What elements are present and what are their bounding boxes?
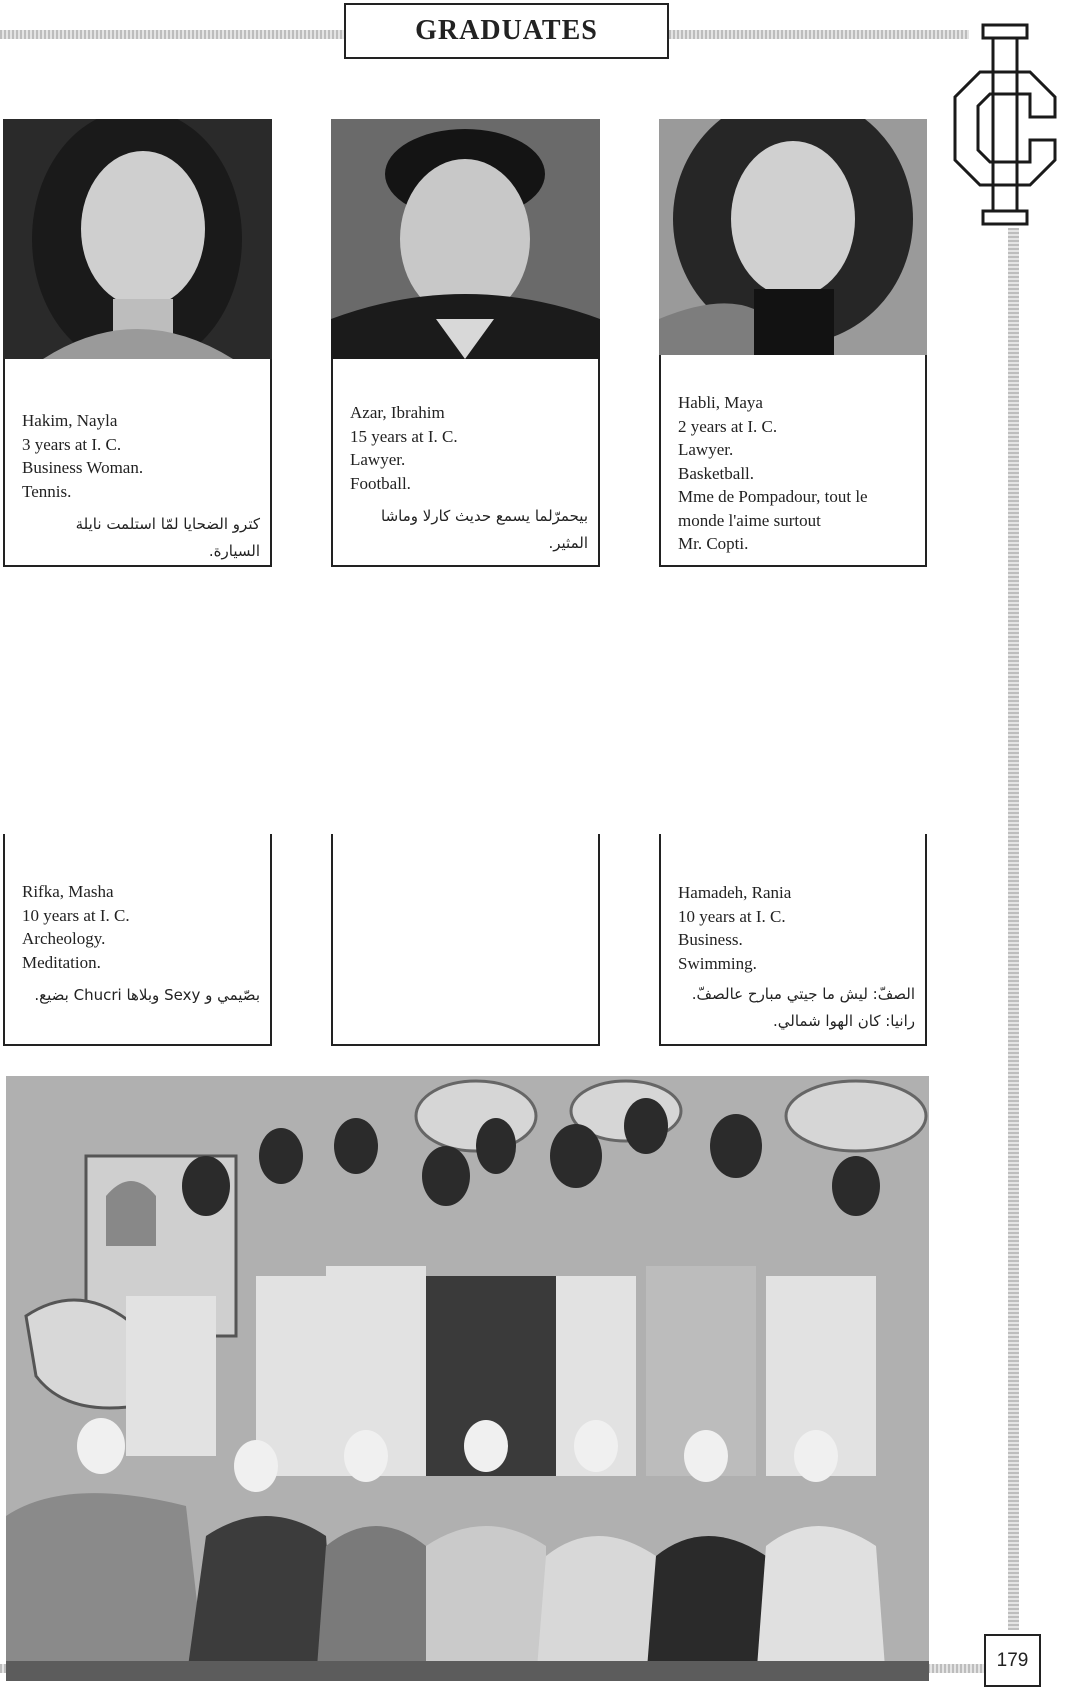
card-azar-ibrahim: [331, 359, 600, 567]
graduate-hobby: Basketball.: [678, 463, 755, 483]
card-hakim-nayla: [3, 359, 272, 567]
graduate-years: 10 years at I. C.: [22, 905, 130, 925]
graduate-name: Azar, Ibrahim: [350, 403, 445, 422]
card-hamadeh-rania: [659, 834, 927, 1046]
graduate-profession: Archeology.: [22, 929, 106, 948]
right-rule: [1008, 228, 1019, 1630]
graduate-quote-line1: Mme de Pompadour, tout le: [678, 487, 868, 506]
graduate-profession: Lawyer.: [678, 440, 734, 459]
graduate-quote-line3: Mr. Copti.: [678, 534, 749, 553]
graduate-quote-line2: monde l'aime surtout: [678, 510, 821, 530]
graduate-years: 3 years at I. C.: [22, 434, 122, 454]
page-number: [984, 1634, 1041, 1687]
portrait-hakim-nayla: [3, 119, 272, 359]
graduate-name: Hakim, Nayla: [22, 411, 118, 430]
graduate-years: 2 years at I. C.: [678, 416, 778, 436]
graduate-quote: بيحمرّلما يسمع حديث كارلا وماشا المثير.: [381, 507, 588, 552]
portrait-azar-ibrahim: [331, 119, 600, 359]
graduate-quote-line2: رانيا: كان الهوا شمالي.: [773, 1012, 915, 1030]
page-title: [344, 3, 669, 59]
graduate-name: Hamadeh, Rania: [678, 883, 792, 902]
ic-logo: [950, 22, 1060, 227]
graduate-years: 15 years at I. C.: [350, 426, 458, 446]
graduate-years: 10 years at I. C.: [678, 906, 786, 926]
graduate-quote: بصّيمي و Sexy وبلاها Chucri بضيع.: [34, 986, 260, 1004]
graduate-profession: Business Woman.: [22, 458, 144, 477]
graduate-hobby: Meditation.: [22, 952, 101, 972]
graduate-profession: Lawyer.: [350, 450, 406, 469]
graduate-name: Rifka, Masha: [22, 882, 114, 901]
graduate-quote: كترو الضحايا لمّا استلمت نايلة السيارة.: [75, 515, 260, 560]
graduate-name: Habli, Maya: [678, 393, 763, 412]
graduate-hobby: Swimming.: [678, 953, 757, 973]
card-rifka-masha: [3, 834, 272, 1046]
graduate-hobby: Tennis.: [22, 481, 72, 501]
graduate-profession: Business.: [678, 930, 743, 949]
page-title-text: GRADUATES: [415, 15, 598, 46]
top-rule-right: [669, 30, 969, 39]
page-number-text: 179: [996, 1649, 1029, 1671]
graduate-quote-line1: الصفّ: ليش ما جيتي مبارح عالصفّ.: [691, 985, 915, 1003]
graduate-hobby: Football.: [350, 473, 411, 493]
portrait-habli-maya: [659, 119, 927, 355]
top-rule-left: [0, 30, 344, 39]
class-group-photo: [6, 1076, 929, 1681]
card-habli-maya: [659, 355, 927, 567]
card-empty: [331, 834, 600, 1046]
